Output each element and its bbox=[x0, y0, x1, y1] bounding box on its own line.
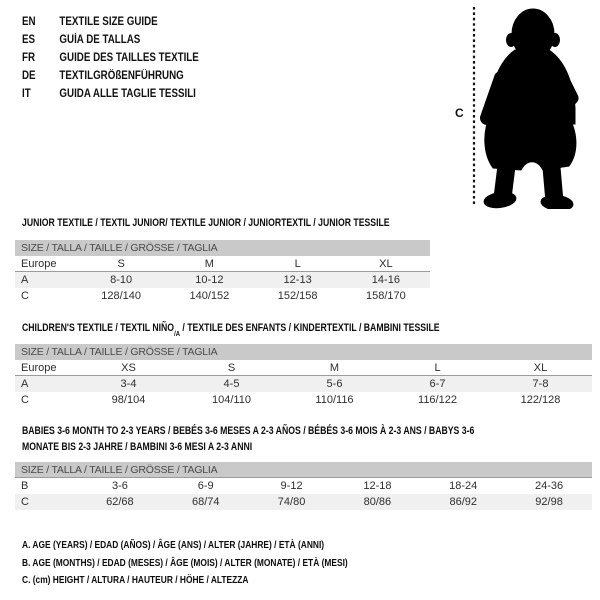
table-rows bbox=[15, 360, 592, 408]
size-cell: 8-10 bbox=[110, 274, 133, 286]
table-row bbox=[15, 360, 592, 376]
row-label: Europe bbox=[21, 362, 57, 374]
children-size-table bbox=[15, 344, 592, 408]
table-row bbox=[15, 392, 592, 408]
size-cell: XS bbox=[121, 362, 136, 374]
language-code: DE bbox=[22, 70, 36, 82]
size-cell: 68/74 bbox=[191, 496, 220, 508]
height-measure-label: C bbox=[455, 106, 464, 120]
size-cell: 110/116 bbox=[315, 394, 354, 406]
row-label: B bbox=[21, 480, 29, 492]
size-cell: 98/104 bbox=[111, 394, 146, 406]
size-cell: 74/80 bbox=[277, 496, 306, 508]
size-cell: 5-6 bbox=[326, 378, 343, 390]
size-cell: 24-36 bbox=[534, 480, 564, 492]
size-cell: 6-9 bbox=[197, 480, 214, 492]
size-cell: 104/110 bbox=[212, 394, 251, 406]
row-label: C bbox=[21, 496, 29, 508]
language-label: TEXTILGRÖßENFÜHRUNG bbox=[59, 70, 184, 82]
row-label: C bbox=[21, 394, 29, 406]
size-header-bar: SIZE / TALLA / TAILLE / GRÖSSE / TAGLIA bbox=[15, 240, 430, 256]
language-code: ES bbox=[22, 34, 36, 46]
table-row bbox=[15, 256, 430, 272]
babies-size-table bbox=[15, 462, 592, 510]
size-cell: L bbox=[294, 258, 301, 270]
size-cell: 7-8 bbox=[532, 378, 549, 390]
size-cell: 140/152 bbox=[189, 290, 230, 302]
table-row bbox=[15, 494, 592, 510]
size-cell: 92/98 bbox=[535, 496, 563, 508]
language-label: GUIDA ALLE TAGLIE TESSILI bbox=[59, 88, 196, 100]
size-cell: M bbox=[329, 362, 340, 374]
size-cell: 18-24 bbox=[449, 480, 478, 492]
row-label: A bbox=[21, 378, 29, 390]
title-text: JUNIOR TEXTILE / TEXTIL JUNIOR/ TEXTILE JUNIOR / JUNIORTEXTIL / JUNIOR TESSILE bbox=[22, 217, 390, 229]
row-label: A bbox=[21, 274, 29, 286]
size-cell: 62/68 bbox=[106, 496, 134, 508]
language-label: GUIDE DES TAILLES TEXTILE bbox=[59, 52, 199, 64]
row-label: Europe bbox=[21, 258, 57, 270]
children-table-title bbox=[22, 320, 512, 340]
table-rows bbox=[15, 478, 592, 510]
language-row bbox=[22, 67, 199, 85]
size-cell: 158/170 bbox=[365, 290, 406, 302]
size-cell: 86/92 bbox=[449, 496, 477, 508]
table-row bbox=[15, 288, 430, 304]
language-row bbox=[22, 13, 199, 31]
language-code: EN bbox=[22, 16, 36, 28]
size-header-bar: SIZE / TALLA / TAILLE / GRÖSSE / TAGLIA bbox=[15, 344, 592, 360]
size-cell: 128/140 bbox=[101, 290, 141, 302]
title-text: CHILDREN'S TEXTILE / TEXTIL NIÑO bbox=[22, 322, 175, 334]
size-cell: L bbox=[434, 362, 441, 374]
size-cell: XL bbox=[533, 362, 548, 374]
size-cell: S bbox=[227, 362, 236, 374]
language-code: IT bbox=[22, 88, 31, 100]
title-subscript: /A bbox=[174, 329, 180, 339]
size-cell: 80/86 bbox=[363, 496, 392, 508]
table-row bbox=[15, 272, 430, 288]
footnotes bbox=[22, 537, 429, 590]
size-cell: M bbox=[204, 258, 214, 270]
size-cell: 122/128 bbox=[520, 394, 561, 406]
junior-table-title bbox=[22, 215, 512, 231]
baby-silhouette-icon bbox=[455, 4, 585, 209]
junior-size-table bbox=[15, 240, 430, 304]
table-row bbox=[15, 478, 592, 494]
size-cell: 116/122 bbox=[418, 394, 457, 406]
size-cell: XL bbox=[379, 258, 393, 270]
footnote-line: C. (cm) HEIGHT / ALTURA / HAUTEUR / HÖHE / ALTEZZA bbox=[22, 574, 249, 586]
size-cell: 10-12 bbox=[195, 274, 224, 286]
language-label: TEXTILE SIZE GUIDE bbox=[59, 16, 158, 28]
footnote-line: A. AGE (YEARS) / EDAD (AÑOS) / ÂGE (ANS) / ALTER (JAHRE) / ETÀ (ANNI) bbox=[22, 539, 325, 551]
table-row bbox=[15, 376, 592, 392]
size-cell: 9-12 bbox=[280, 480, 303, 492]
size-cell: 152/158 bbox=[277, 290, 318, 302]
size-cell: 12-13 bbox=[283, 274, 312, 286]
footnote-line: B. AGE (MONTHS) / EDAD (MESES) / ÂGE (MOIS) / ALTER (MONATE) / ETÀ (MESI) bbox=[22, 556, 348, 569]
size-cell: 3-4 bbox=[120, 378, 137, 390]
table-rows bbox=[15, 256, 430, 304]
babies-table-title bbox=[22, 423, 512, 455]
language-label: GUÍA DE TALLAS bbox=[59, 34, 141, 46]
size-cell: 6-7 bbox=[429, 378, 446, 390]
language-row bbox=[22, 31, 199, 49]
language-header bbox=[22, 13, 230, 103]
size-header-bar: SIZE / TALLA / TAILLE / GRÖSSE / TAGLIA bbox=[15, 462, 592, 478]
language-row bbox=[22, 49, 199, 67]
baby-silhouette-shape bbox=[483, 9, 576, 209]
language-list bbox=[22, 13, 230, 103]
size-cell: 14-16 bbox=[371, 274, 400, 286]
title-text: BABIES 3-6 MONTH TO 2-3 YEARS / BEBÉS 3-6 MESES A 2-3 AÑOS / BÉBÉS 3-6 MOIS À 2-3 ANS / BABYS 3-6 MONATE BIS 2-3 JAHRE / BAMBINI 3-6 MESI A 2-3 ANNI bbox=[22, 425, 475, 453]
language-code: FR bbox=[22, 52, 36, 64]
size-cell: 4-5 bbox=[223, 378, 240, 390]
size-cell: 3-6 bbox=[111, 480, 128, 492]
title-text: / TEXTILE DES ENFANTS / KINDERTEXTIL / BAMBINI TESSILE bbox=[179, 322, 440, 334]
size-cell: S bbox=[117, 258, 125, 270]
size-cell: 12-18 bbox=[363, 480, 392, 492]
language-row bbox=[22, 85, 199, 103]
row-label: C bbox=[21, 290, 29, 302]
